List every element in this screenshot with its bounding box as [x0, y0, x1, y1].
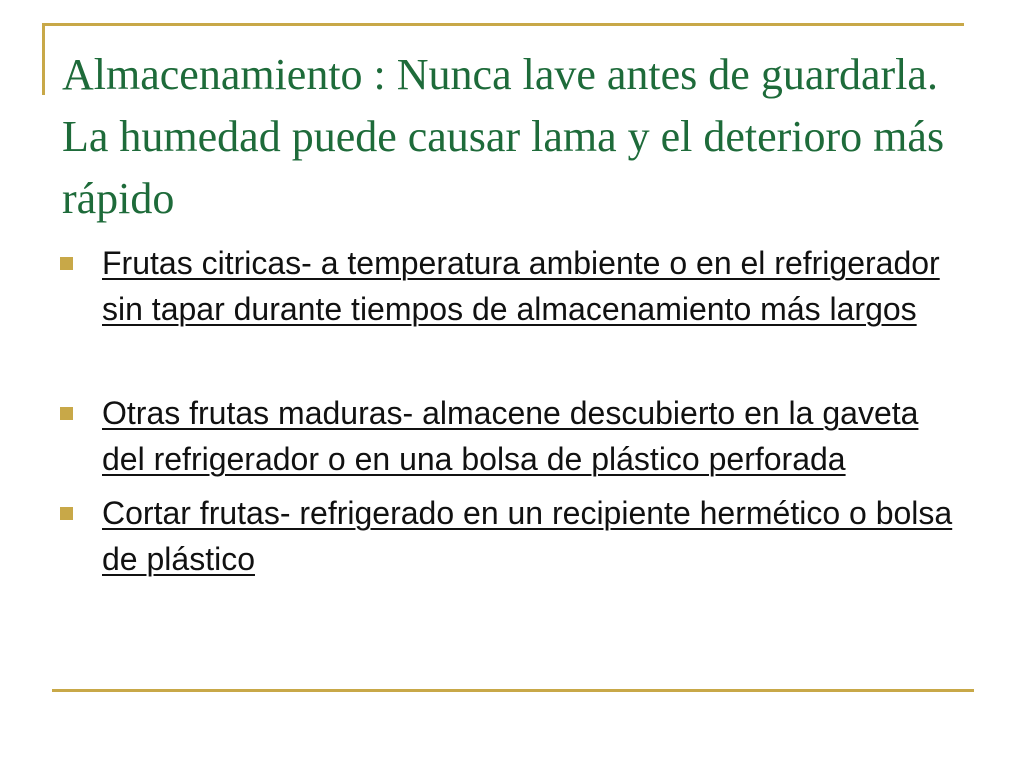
- bullet-text[interactable]: Otras frutas maduras- almacene descubierto en la gaveta del refrigerador o en una bolsa de plástico perforada: [102, 395, 919, 477]
- slide-title: Almacenamiento : Nunca lave antes de guardarla. La humedad puede causar lama y el deterioro más rápido: [62, 50, 945, 223]
- frame-top-line: [42, 23, 964, 26]
- square-bullet-icon: [60, 507, 73, 520]
- bullet-item-ripe-fruits: [60, 390, 960, 482]
- bullet-item-citrus: [60, 240, 960, 332]
- square-bullet-icon: [60, 257, 73, 270]
- bullet-text[interactable]: Frutas citricas- a temperatura ambiente o en el refrigerador sin tapar durante tiempos de almacenamiento más largos: [102, 245, 940, 327]
- square-bullet-icon: [60, 407, 73, 420]
- bullet-item-cut-fruits: [60, 490, 960, 582]
- frame-bottom-line: [52, 689, 974, 692]
- bullet-list: [60, 240, 960, 582]
- bullet-text[interactable]: Cortar frutas- refrigerado en un recipiente hermético o bolsa de plástico: [102, 495, 953, 577]
- frame-left-line: [42, 23, 45, 95]
